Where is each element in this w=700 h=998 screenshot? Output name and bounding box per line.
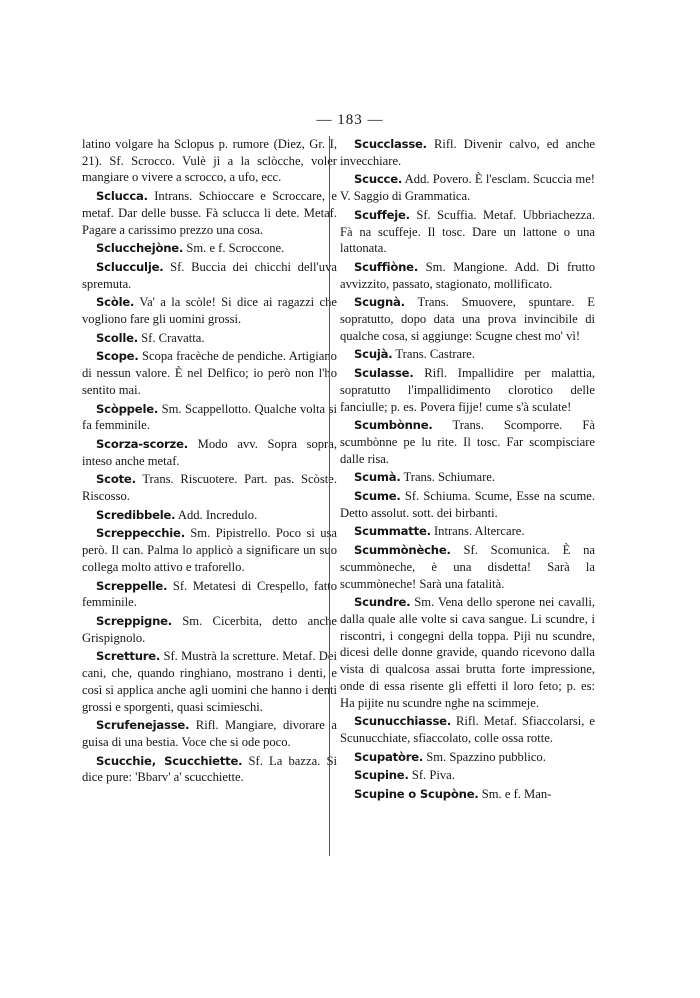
entry-headword: Scumà. [354, 470, 401, 485]
entry-headword: Scucchie, [96, 753, 156, 768]
dictionary-entry [82, 613, 337, 646]
entry-headword: Scucce. [354, 172, 403, 187]
entry-definition: Sm. Pipistrello. Poco si usa però. Il can. Palma lo applicò a significare un suo collega molto attivo e traforello. [82, 526, 337, 574]
dictionary-entry [82, 471, 337, 504]
entry-headword: Scujà. [354, 347, 393, 362]
entry-definition: Sf. Scomunica. È na scummòneche, è una disdetta! Sarà la scummòneche! Sarà una fatalità. [340, 543, 595, 591]
dictionary-entry [340, 749, 595, 766]
entry-definition: Sf. Cravatta. [141, 330, 205, 345]
dictionary-entry [82, 436, 337, 469]
entry-headword: Scupatòre. [354, 749, 424, 764]
dictionary-entry [82, 294, 337, 327]
entry-definition: Trans. Scomporre. Fà scumbònne pe lu rite. Il tosc. Far scompisciare dalle risa. [340, 418, 595, 466]
dictionary-entry [340, 207, 595, 257]
entry-definition: Intrans. Schioccare e Scroccare, e metaf. Dar delle busse. Fà sclucca li dete. Metaf. Pagare a carissimo prezzo una cosa. [82, 189, 337, 237]
entry-headword: Scorza-scorze. [96, 436, 188, 451]
entry-headword: Scume. [354, 489, 401, 504]
entry-definition: Sm. Scappellotto. Qualche volta si fa femminile. [82, 401, 337, 433]
dictionary-entry [340, 346, 595, 363]
entry-headword: Scupine o Scupòne. [354, 787, 479, 802]
entry-headword: Scòppele. [96, 401, 159, 416]
entry-headword: Scummònèche. [354, 543, 451, 558]
entry-headword: Scundre. [354, 595, 411, 610]
entry-headword: Sclucchejòne. [96, 241, 184, 256]
column-divider [329, 136, 330, 856]
entry-definition: Rifl. Divenir calvo, ed anche invecchiare. [340, 137, 595, 168]
dictionary-entry [82, 136, 337, 186]
dictionary-entry [82, 259, 337, 292]
entry-definition: Trans. Schiumare. [403, 470, 496, 485]
entry-definition: Add. Povero. È l'esclam. Scuccia me! V. Saggio di Grammatica. [340, 172, 595, 204]
entry-definition: Sm. Mangione. Add. Di frutto avvizzito, passato, stagionato, mollificato. [340, 259, 595, 291]
entry-definition: latino volgare ha Sclopus p. rumore (Diez, Gr. I, 21). Sf. Scrocco. Vulè jì a la sclòcche, voler mangiare o vivere a scrocco, a ufo, ecc. [82, 137, 337, 185]
dictionary-entry [340, 259, 595, 292]
entry-definition: Scopa fracèche de pendiche. Artigiano di nessun valore. È nel Delfico; io però non l'ho sentito mai. [82, 349, 337, 397]
entry-headword: Scuffeje. [354, 207, 410, 222]
dictionary-entry [340, 786, 595, 803]
entry-headword: Screppelle. [96, 578, 168, 593]
dictionary-entry [340, 171, 595, 204]
dictionary-entry [82, 188, 337, 238]
entry-headword: Sculasse. [354, 366, 414, 381]
entry-definition: Trans. Castrare. [395, 347, 476, 362]
dictionary-entry [82, 507, 337, 524]
dictionary-entry [82, 717, 337, 750]
entry-headword: Scolle. [96, 330, 139, 345]
entry-headword: Scrufenejasse. [96, 718, 190, 733]
entry-headword: Scredibbele. [96, 507, 176, 522]
entry-definition: Sm. Cicerbita, detto anche Grispignolo. [82, 613, 337, 645]
entry-definition: Sf. La bazza. Si dice pure: 'Bbarv' a' scucchiette. [82, 753, 337, 785]
dictionary-entry [340, 365, 595, 415]
entry-definition: Rifl. Mangiare, divorare a guisa di una bestia. Voce che si ode poco. [82, 718, 337, 749]
dictionary-entry [340, 469, 595, 486]
entry-headword: Scumbònne. [354, 418, 433, 433]
dictionary-entry [340, 767, 595, 784]
dictionary-entry [82, 578, 337, 611]
left-column [82, 136, 337, 788]
entry-headword: Sclucculje. [96, 259, 164, 274]
entry-definition: Trans. Riscuotere. Part. pas. Scòste. Riscosso. [82, 472, 337, 504]
entry-headword: Scucchiette. [164, 753, 243, 768]
entry-definition: Rifl. Metaf. Sfiaccolarsi, e Scunucchiate, sfiaccolato, colle ossa rotte. [340, 714, 595, 745]
dictionary-entry [340, 542, 595, 592]
entry-definition: Sm. Vena dello sperone nei cavalli, dalla quale alle volte si cava sangue. Li scundre, i riscontri, i congegni della toppa. Pijì nu scundre, dicesi delle donne gravide, quando ricevono dalla vista di qualcosa assai brutta forte impressione, onde di essa risente gli effetti il loro feto; p. es: Ha pijite nu scundre nghe na scimmeje. [340, 595, 595, 710]
entry-definition: Add. Incredulo. [177, 507, 258, 522]
entry-definition: Sf. Metatesi di Crespello, fatto femminile. [82, 578, 337, 610]
entry-definition: Sf. Buccia dei chicchi dell'uva spremuta. [82, 259, 337, 291]
entry-headword: Scummatte. [354, 524, 431, 539]
entry-headword: Scupine. [354, 768, 409, 783]
right-column [340, 136, 595, 805]
entry-headword: Scugnà. [354, 295, 405, 310]
entry-definition: Rifl. Impallidire per malattia, sopratutto l'impallidimento clorotico delle fanciulle; p. es. Povera fijje! cume s'à sculate! [340, 366, 595, 414]
entry-definition: Sf. Piva. [411, 768, 455, 783]
dictionary-entry [82, 348, 337, 398]
entry-headword: Scunucchiasse. [354, 714, 452, 729]
entry-headword: Scote. [96, 472, 136, 487]
entry-definition: Trans. Smuovere, spuntare. E sopratutto, dopo data una prova invincibile di qualche cosa, si aggiunge: Scugne chest mo' vì! [340, 295, 595, 343]
entry-headword: Scòle. [96, 295, 135, 310]
dictionary-entry [340, 523, 595, 540]
entry-headword: Scuffiòne. [354, 259, 419, 274]
entry-headword: Screppecchie. [96, 526, 185, 541]
entry-headword: Scucclasse. [354, 137, 427, 151]
entry-definition: Sf. Scuffia. Metaf. Ubbriachezza. Fà na scuffeje. Il tosc. Dare un lattone o una lattonata. [340, 207, 595, 256]
dictionary-entry [340, 294, 595, 344]
entry-definition: Sm. Spazzino pubblico. [426, 749, 546, 764]
entry-definition: Sf. Mustrà la scretture. Metaf. Dei cani, che, quando ringhiano, mostrano i denti, e così si applica anche agli uomini che hanno i denti grossi e sporgenti, quasi scimieschi. [82, 649, 337, 714]
dictionary-entry [82, 401, 337, 434]
dictionary-entry [82, 330, 337, 347]
dictionary-entry [340, 136, 595, 169]
dictionary-entry [82, 648, 337, 715]
dictionary-entry [340, 417, 595, 467]
entry-definition: Modo avv. Sopra sopra, inteso anche metaf. [82, 436, 337, 468]
dictionary-entry [340, 713, 595, 746]
dictionary-entry [82, 240, 337, 257]
entry-definition: Sm. e f. Scroccone. [186, 241, 285, 256]
entry-headword: Scretture. [96, 649, 161, 664]
entry-definition: Intrans. Altercare. [433, 524, 525, 539]
entry-definition: Va' a la scòle! Si dice ai ragazzi che vogliono fare gli uomini grossi. [82, 295, 337, 327]
entry-headword: Sclucca. [96, 189, 148, 204]
entry-definition: Sf. Schiuma. Scume, Esse na scume. Detto assolut. sott. dei birbanti. [340, 489, 595, 520]
entry-headword: Scope. [96, 349, 139, 364]
dictionary-entry [82, 753, 337, 786]
page-number: — 183 — [316, 112, 384, 128]
entry-definition: Sm. e f. Man- [481, 787, 552, 802]
dictionary-entry [82, 525, 337, 575]
dictionary-entry [340, 488, 595, 521]
entry-headword: Screppigne. [96, 613, 172, 628]
dictionary-entry [340, 594, 595, 711]
